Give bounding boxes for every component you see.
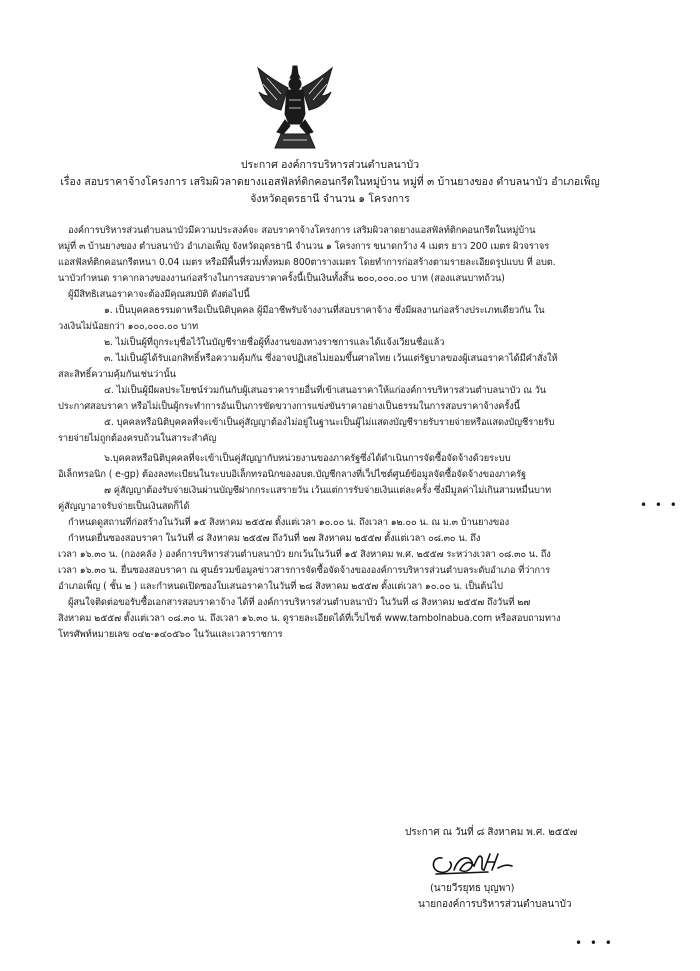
signer-title: นายกองค์การบริหารส่วนตำบลนาบัว bbox=[418, 899, 572, 910]
body-line: ๕. บุคคลหรือนิติบุคคลที่จะเข้าเป็นคู่สัญญาต้องไม่อยู่ในฐานะเป็นผู้ไม่แสดงบัญชีรายรับรายจ่ายหรือแสดงบัญชีรายรับ bbox=[104, 417, 555, 428]
garuda-emblem-icon bbox=[255, 64, 335, 152]
body-line: เวลา ๑๖.๓๐ น. (กองคลัง ) องค์การบริหารส่วนตำบลนาบัว ยกเว้นในวันที่ ๑๕ สิงหาคม พ.ศ. ๒๕๕๗ ระหว่างเวลา ๐๘.๓๐ น. ถึง bbox=[58, 549, 551, 560]
body-line: ประกาศสอบราคา หรือไม่เป็นผู้กระทำการอันเป็นการขัดขวางการแข่งขันราคาอย่างเป็นธรรมในการสอบราคาจ้างครั้งนี้ bbox=[58, 401, 520, 412]
body-line: หมู่ที่ ๓ บ้านยางของ ตำบลนาบัว อำเภอเพ็ญ จังหวัดอุดรธานี จำนวน ๑ โครงการ ขนาดกว้าง 4 เมตร ยาว 200 เมตร ผิวจราจร bbox=[58, 241, 550, 252]
body-line: รายจ่ายไม่ถูกต้องครบถ้วนในสาระสำคัญ bbox=[58, 433, 217, 444]
body-line: ๒. ไม่เป็นผู้ที่ถูกระบุชื่อไว้ในบัญชีรายชื่อผู้ทิ้งงานของทางราชการและได้แจ้งเวียนชื่อแล้ว bbox=[104, 337, 445, 348]
body-line: เวลา ๑๖.๓๐ น. ยื่นซองสอบราคา ณ ศูนย์รวมข้อมูลข่าวสารการจัดซื้อจัดจ้างขององค์การบริหารส่วนตำบลระดับอำเภอ ที่ว่าการ bbox=[58, 565, 551, 576]
signer-name: (นายวีรยุทธ บุญพา) bbox=[430, 883, 515, 894]
body-line: กำหนดดูสถานที่ก่อสร้างในวันที่ ๑๕ สิงหาคม ๒๕๕๗ ตั้งแต่เวลา ๑๐.๐๐ น. ถึงเวลา ๑๒.๐๐ น. ณ ม.๓ บ้านยางของ bbox=[68, 517, 510, 528]
body-line: ๔. ไม่เป็นผู้มีผลประโยชน์ร่วมกันกับผู้เสนอราคารายอื่นที่เข้าเสนอราคาให้แก่องค์การบริหารส่วนตำบลนาบัว ณ วัน bbox=[104, 385, 547, 396]
body-line: ผู้สนใจติดต่อขอรับซื้อเอกสารสอบราคาจ้าง ได้ที่ องค์การบริหารส่วนตำบลนาบัว ในวันที่ ๘ สิงหาคม ๒๕๕๗ ถึงวันที่ ๒๗ bbox=[68, 597, 531, 608]
body-line: องค์การบริหารส่วนตำบลนาบัวมีความประสงค์จะ สอบราคาจ้างโครงการ เสริมผิวลาดยางแอสฟัลท์ติกคอนกรีตในหมู่บ้าน bbox=[68, 225, 536, 236]
body-line: กำหนดยื่นซองสอบราคา ในวันที่ ๘ สิงหาคม ๒๕๕๗ ถึงวันที่ ๒๗ สิงหาคม ๒๕๕๗ ตั้งแต่เวลา ๐๘.๓๐ น. ถึง bbox=[68, 533, 481, 544]
body-line: ผู้มีสิทธิเสนอราคาจะต้องมีคุณสมบัติ ดังต่อไปนี้ bbox=[68, 289, 250, 300]
body-line: ๑. เป็นบุคคลธรรมดาหรือเป็นนิติบุคคล ผู้มีอาชีพรับจ้างงานที่สอบราคาจ้าง ซึ่งมีผลงานก่อสร้างประเภทเดียวกัน ใน bbox=[104, 305, 545, 316]
body-line: คู่สัญญาอาจรับจ่ายเป็นเงินสดก็ได้ bbox=[58, 501, 190, 512]
body-line: สิงหาคม ๒๕๕๗ ตั้งแต่เวลา ๐๘.๓๐ น. ถึงเวลา ๑๖.๓๐ น. ดูรายละเอียดได้ที่เว็บไซต์ www.tambolnabua.com หรือสอบถามทาง bbox=[58, 613, 561, 624]
body-line: โทรศัพท์หมายเลข ๐๔๒-๑๔๐๕๖๐ ในวันและเวลาราชการ bbox=[58, 629, 283, 640]
body-line: วงเงินไม่น้อยกว่า ๑๐๐,๐๐๐.๐๐ บาท bbox=[58, 321, 198, 332]
announcement-subject: เรื่อง สอบราคาจ้างโครงการ เสริมผิวลาดยางแอสฟัลท์ติกคอนกรีตในหมู่บ้าน หมู่ที่ ๓ บ้านยางของ ตำบลนาบัว อำเภอเพ็ญ bbox=[60, 176, 600, 188]
announce-date: ประกาศ ณ วันที่ ๘ สิงหาคม พ.ศ. ๒๕๕๗ bbox=[405, 827, 578, 838]
announcement-subject-cont: จังหวัดอุดรธานี จำนวน ๑ โครงการ bbox=[250, 193, 410, 205]
body-line: นาบัวกำหนด ราคากลางของงานก่อสร้างในการสอบราคาครั้งนี้เป็นเงินทั้งสิ้น ๒๐๐,๐๐๐.๐๐ บาท (สองแสนบาทถ้วน) bbox=[58, 273, 505, 284]
body-line: แอสฟัลท์ติกคอนกรีตหนา 0.04 เมตร หรือมีพื้นที่รวมทั้งหมด 800ตารางเมตร โดยทำการก่อสร้างตามรายละเอียดรูปแบบ ที่ อบต. bbox=[58, 257, 556, 268]
margin-mark: • • • bbox=[640, 498, 679, 512]
margin-mark: • • • bbox=[575, 936, 614, 950]
body-line: สละสิทธิ์ความคุ้มกันเช่นว่านั้น bbox=[58, 369, 176, 380]
signature bbox=[428, 848, 518, 880]
body-line: อิเล็กทรอนิก ( e-gp) ต้องลงทะเบียนในระบบอิเล็กทรอนิกของอบต.บัญชีกลางที่เว็ปไซต์ศูนย์ข้อมูลจัดซื้อจัดจ้างของภาครัฐ bbox=[58, 469, 527, 480]
body-line: ๗ คู่สัญญาต้องรับจ่ายเงินผ่านบัญชีฝากกระแสรายวัน เว้นแต่การรับจ่ายเงินแต่ละครั้ง ซึ่งมีมูลค่าไม่เกินสามหมื่นบาท bbox=[104, 485, 552, 496]
announcement-title: ประกาศ องค์การบริหารส่วนตำบลนาบัว bbox=[240, 159, 420, 171]
body-line: ๓. ไม่เป็นผู้ได้รับเอกสิทธิ์หรือความคุ้มกัน ซึ่งอาจปฏิเสธไม่ยอมขึ้นศาลไทย เว้นแต่รัฐบาลของผู้เสนอราคาได้มีคำสั่งให้ bbox=[104, 353, 558, 364]
body-line: อำเภอเพ็ญ ( ชั้น ๒ ) และกำหนดเปิดซองใบเสนอราคาในวันที่ ๒๘ สิงหาคม ๒๕๕๗ ตั้งแต่เวลา ๑๐.๐๐ น. เป็นต้นไป bbox=[58, 581, 503, 592]
body-line: ๖.บุคคลหรือนิติบุคคลที่จะเข้าเป็นคู่สัญญากับหน่วยงานของภาครัฐซึ่งได้ดำเนินการจัดซื้อจัดจ้างด้วยระบบ bbox=[104, 453, 511, 464]
